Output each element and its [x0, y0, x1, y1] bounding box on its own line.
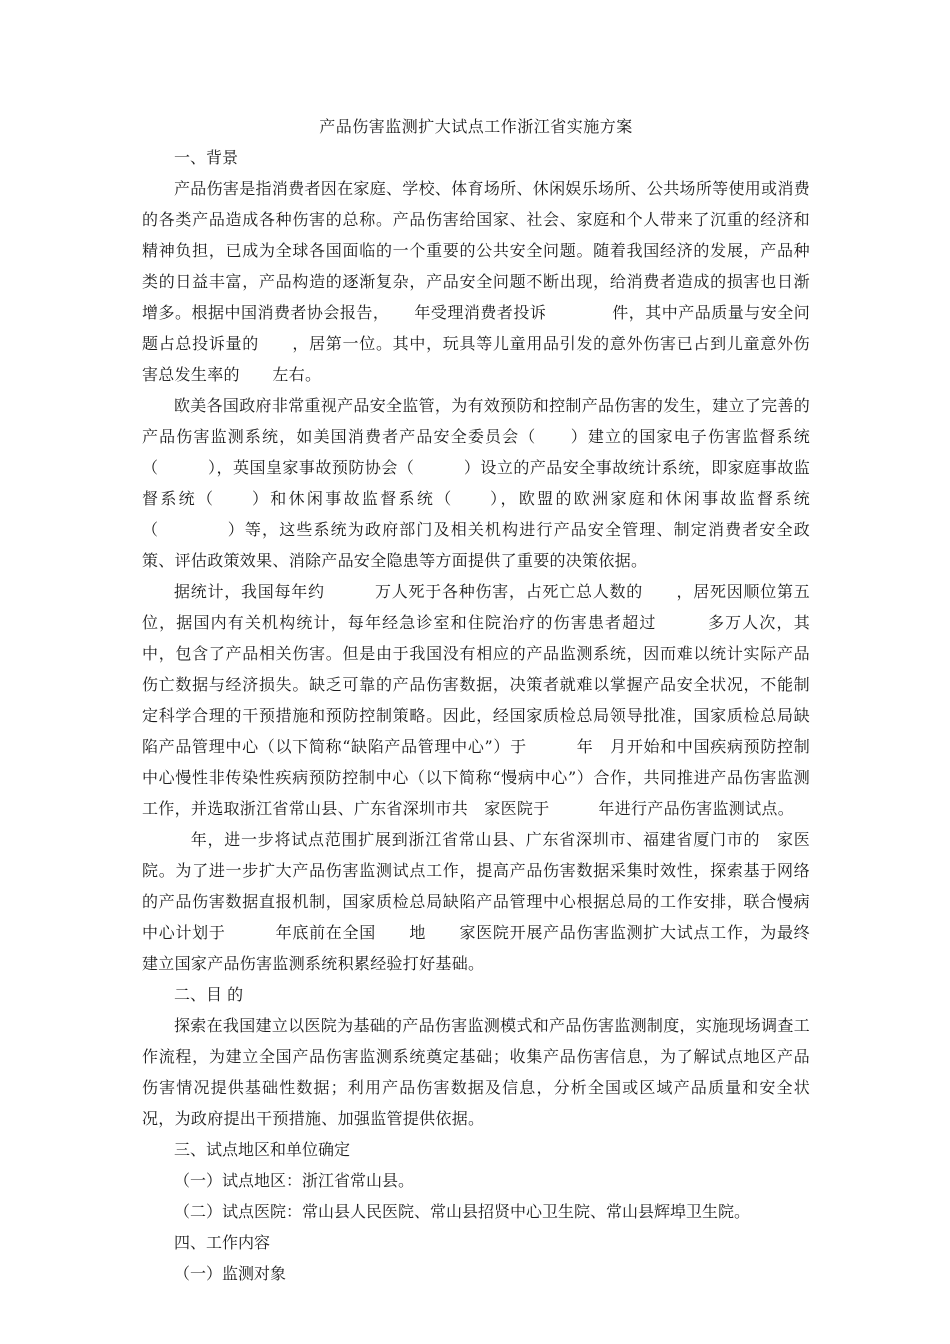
- document-title: 产品伤害监测扩大试点工作浙江省实施方案: [319, 117, 633, 136]
- background-paragraph-2: 欧美各国政府非常重视产品安全监管，为有效预防和控制产品伤害的发生，建立了完善的产品伤害监测系统，如美国消费者产品安全委员会（ ）建立的国家电子伤害监督系统（ ），英国皇家事故预防协会（ ）设立的产品安全事故统计系统，即家庭事故监督系统（ ）和休闲事故监督系统（ ），欧盟的欧洲家庭和休闲事故监督系统（ ）等，这些系统为政府部门及相关机构进行产品安全管理、制定消费者安全政策、评估政策效果、消除产品安全隐患等方面提供了重要的决策依据。: [142, 396, 810, 570]
- document-page: [142, 112, 810, 1289]
- monitoring-object-item: （一）监测对象: [174, 1264, 287, 1283]
- pilot-hospital-item: （二）试点医院：常山县人民医院、常山县招贤中心卫生院、常山县辉埠卫生院。: [174, 1202, 751, 1221]
- background-paragraph-4: 年，进一步将试点范围扩展到浙江省常山县、广东省深圳市、福建省厦门市的 家医院。为了进一步扩大产品伤害监测试点工作，提高产品伤害数据采集时效性，探索基于网络的产品伤害数据直报机制，国家质检总局缺陷产品管理中心根据总局的工作安排，联合慢病中心计划于 年底前在全国 地 家医院开展产品伤害监测扩大试点工作，为最终建立国家产品伤害监测系统积累经验打好基础。: [142, 830, 810, 973]
- background-paragraph-3: 据统计，我国每年约 万人死于各种伤害，占死亡总人数的 ，居死因顺位第五位，据国内有关机构统计，每年经急诊室和住院治疗的伤害患者超过 多万人次，其中，包含了产品相关伤害。但是由于我国没有相应的产品监测系统，因而难以统计实际产品伤亡数据与经济损失。缺乏可靠的产品伤害数据，决策者就难以掌握产品安全状况，不能制定科学合理的干预措施和预防控制策略。因此，经国家质检总局领导批准，国家质检总局缺陷产品管理中心（以下简称“缺陷产品管理中心”）于 年 月开始和中国疾病预防控制中心慢性非传染性疾病预防控制中心（以下简称“慢病中心”）合作，共同推进产品伤害监测工作，并选取浙江省常山县、广东省深圳市共 家医院于 年进行产品伤害监测试点。: [142, 582, 810, 818]
- pilot-area-item: （一）试点地区：浙江省常山县。: [174, 1171, 415, 1190]
- section-heading-purpose: 二、目 的: [174, 985, 244, 1004]
- section-heading-pilot-area: 三、试点地区和单位确定: [174, 1140, 351, 1159]
- background-paragraph-1: 产品伤害是指消费者因在家庭、学校、体育场所、休闲娱乐场所、公共场所等使用或消费的各类产品造成各种伤害的总称。产品伤害给国家、社会、家庭和个人带来了沉重的经济和精神负担，已成为全球各国面临的一个重要的公共安全问题。随着我国经济的发展，产品种类的日益丰富，产品构造的逐渐复杂，产品安全问题不断出现，给消费者造成的损害也日渐增多。根据中国消费者协会报告， 年受理消费者投诉 件，其中产品质量与安全问题占总投诉量的 ，居第一位。其中，玩具等儿童用品引发的意外伤害已占到儿童意外伤害总发生率的 左右。: [142, 179, 810, 384]
- section-heading-work-content: 四、工作内容: [174, 1233, 271, 1252]
- purpose-paragraph: 探索在我国建立以医院为基础的产品伤害监测模式和产品伤害监测制度，实施现场调查工作流程，为建立全国产品伤害监测系统奠定基础；收集产品伤害信息，为了解试点地区产品伤害情况提供基础性数据；利用产品伤害数据及信息，分析全国或区域产品质量和安全状况，为政府提出干预措施、加强监管提供依据。: [142, 1016, 810, 1128]
- section-heading-background: 一、背景: [174, 148, 239, 167]
